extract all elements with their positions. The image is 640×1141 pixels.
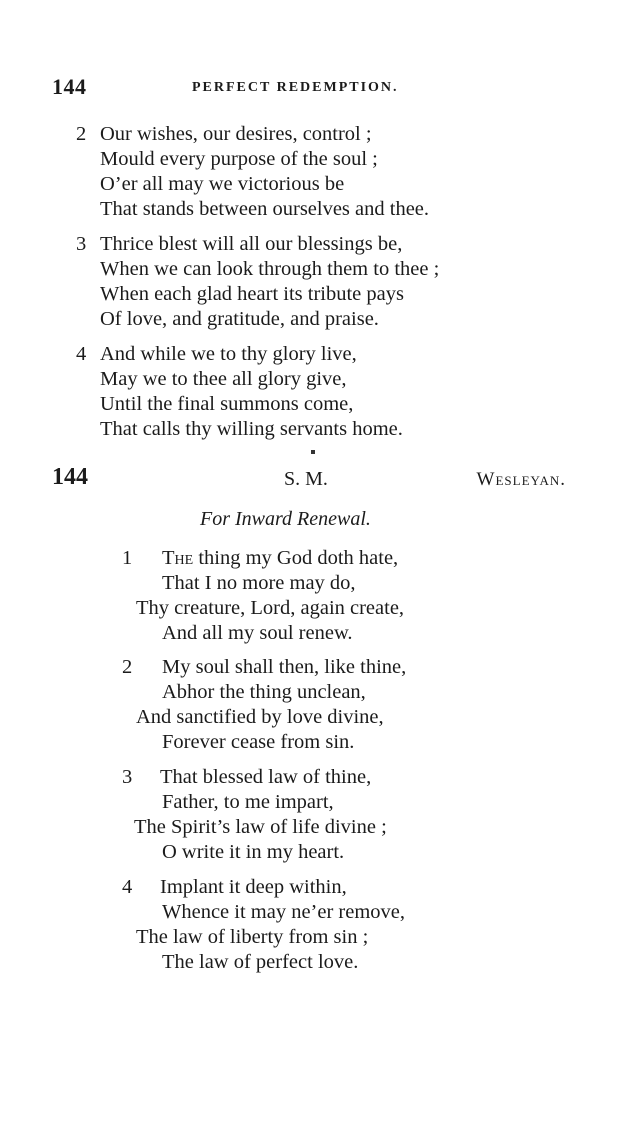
verse-line: 1 The thing my God doth hate, <box>122 547 399 569</box>
verse-line: That I no more may do, <box>162 572 356 594</box>
hymn-subtitle: For Inward Renewal. <box>200 508 371 530</box>
verse-line: 4 Implant it deep within, <box>122 876 347 898</box>
verse-line: 4 And while we to thy glory live, <box>76 343 357 365</box>
stanza-number: 3 <box>122 766 133 788</box>
verse-line: The law of liberty from sin ; <box>136 926 369 948</box>
stanza <box>122 655 407 755</box>
verse-line: That calls thy willing servants home. <box>100 418 403 440</box>
verse-line: Forever cease from sin. <box>162 731 355 753</box>
hymn-number: 144 <box>52 464 88 490</box>
stanza-number: 4 <box>76 343 87 365</box>
verse-line: 3 That blessed law of thine, <box>122 766 372 788</box>
verse-line: And all my soul renew. <box>162 622 353 644</box>
verse-line: 2 My soul shall then, like thine, <box>122 656 407 678</box>
stanza <box>122 546 404 646</box>
stanza-number: 3 <box>76 233 87 255</box>
verse-line: May we to thee all glory give, <box>100 368 347 390</box>
initial-word: The <box>162 547 194 569</box>
verse-line: Whence it may ne’er remove, <box>162 901 406 923</box>
stanza-number: 1 <box>122 547 133 569</box>
verse-line: That stands between ourselves and thee. <box>100 198 430 220</box>
running-title: PERFECT REDEMPTION. <box>192 80 399 95</box>
hymn-heading <box>52 464 566 494</box>
stanza <box>122 875 405 975</box>
page-number: 144 <box>52 74 87 99</box>
verse-line: Father, to me impart, <box>162 791 334 813</box>
stanza-number: 2 <box>122 656 133 678</box>
stanza-number: 2 <box>76 123 87 145</box>
verse-line: Mould every purpose of the soul ; <box>100 148 378 170</box>
verse-line: O’er all may we victorious be <box>100 173 345 195</box>
stanza-number: 4 <box>122 876 133 898</box>
page-header <box>52 74 560 104</box>
verse-line: 3 Thrice blest will all our blessings be, <box>76 233 403 255</box>
verse-line: And sanctified by love divine, <box>136 706 384 728</box>
hymn-tune: Wesleyan. <box>476 469 566 490</box>
verse-line: Abhor the thing unclean, <box>162 681 366 703</box>
stanza <box>76 122 429 222</box>
verse-line: Of love, and gratitude, and praise. <box>100 308 379 330</box>
verse-line: Thy creature, Lord, again create, <box>136 597 405 619</box>
verse-line: When we can look through them to thee ; <box>100 258 440 280</box>
verse-line: Until the final summons come, <box>100 393 354 415</box>
verse-line: When each glad heart its tribute pays <box>100 283 404 305</box>
verse-line: The Spirit’s law of life divine ; <box>134 816 387 838</box>
verse-line: The law of perfect love. <box>162 951 359 973</box>
stanza <box>122 765 387 865</box>
verse-line: O write it in my heart. <box>162 841 345 863</box>
verse-line: 2 Our wishes, our desires, control ; <box>76 123 372 145</box>
print-mark <box>311 450 315 454</box>
hymn-meter: S. M. <box>284 468 328 490</box>
stanza <box>76 232 439 332</box>
stanza <box>76 342 403 442</box>
